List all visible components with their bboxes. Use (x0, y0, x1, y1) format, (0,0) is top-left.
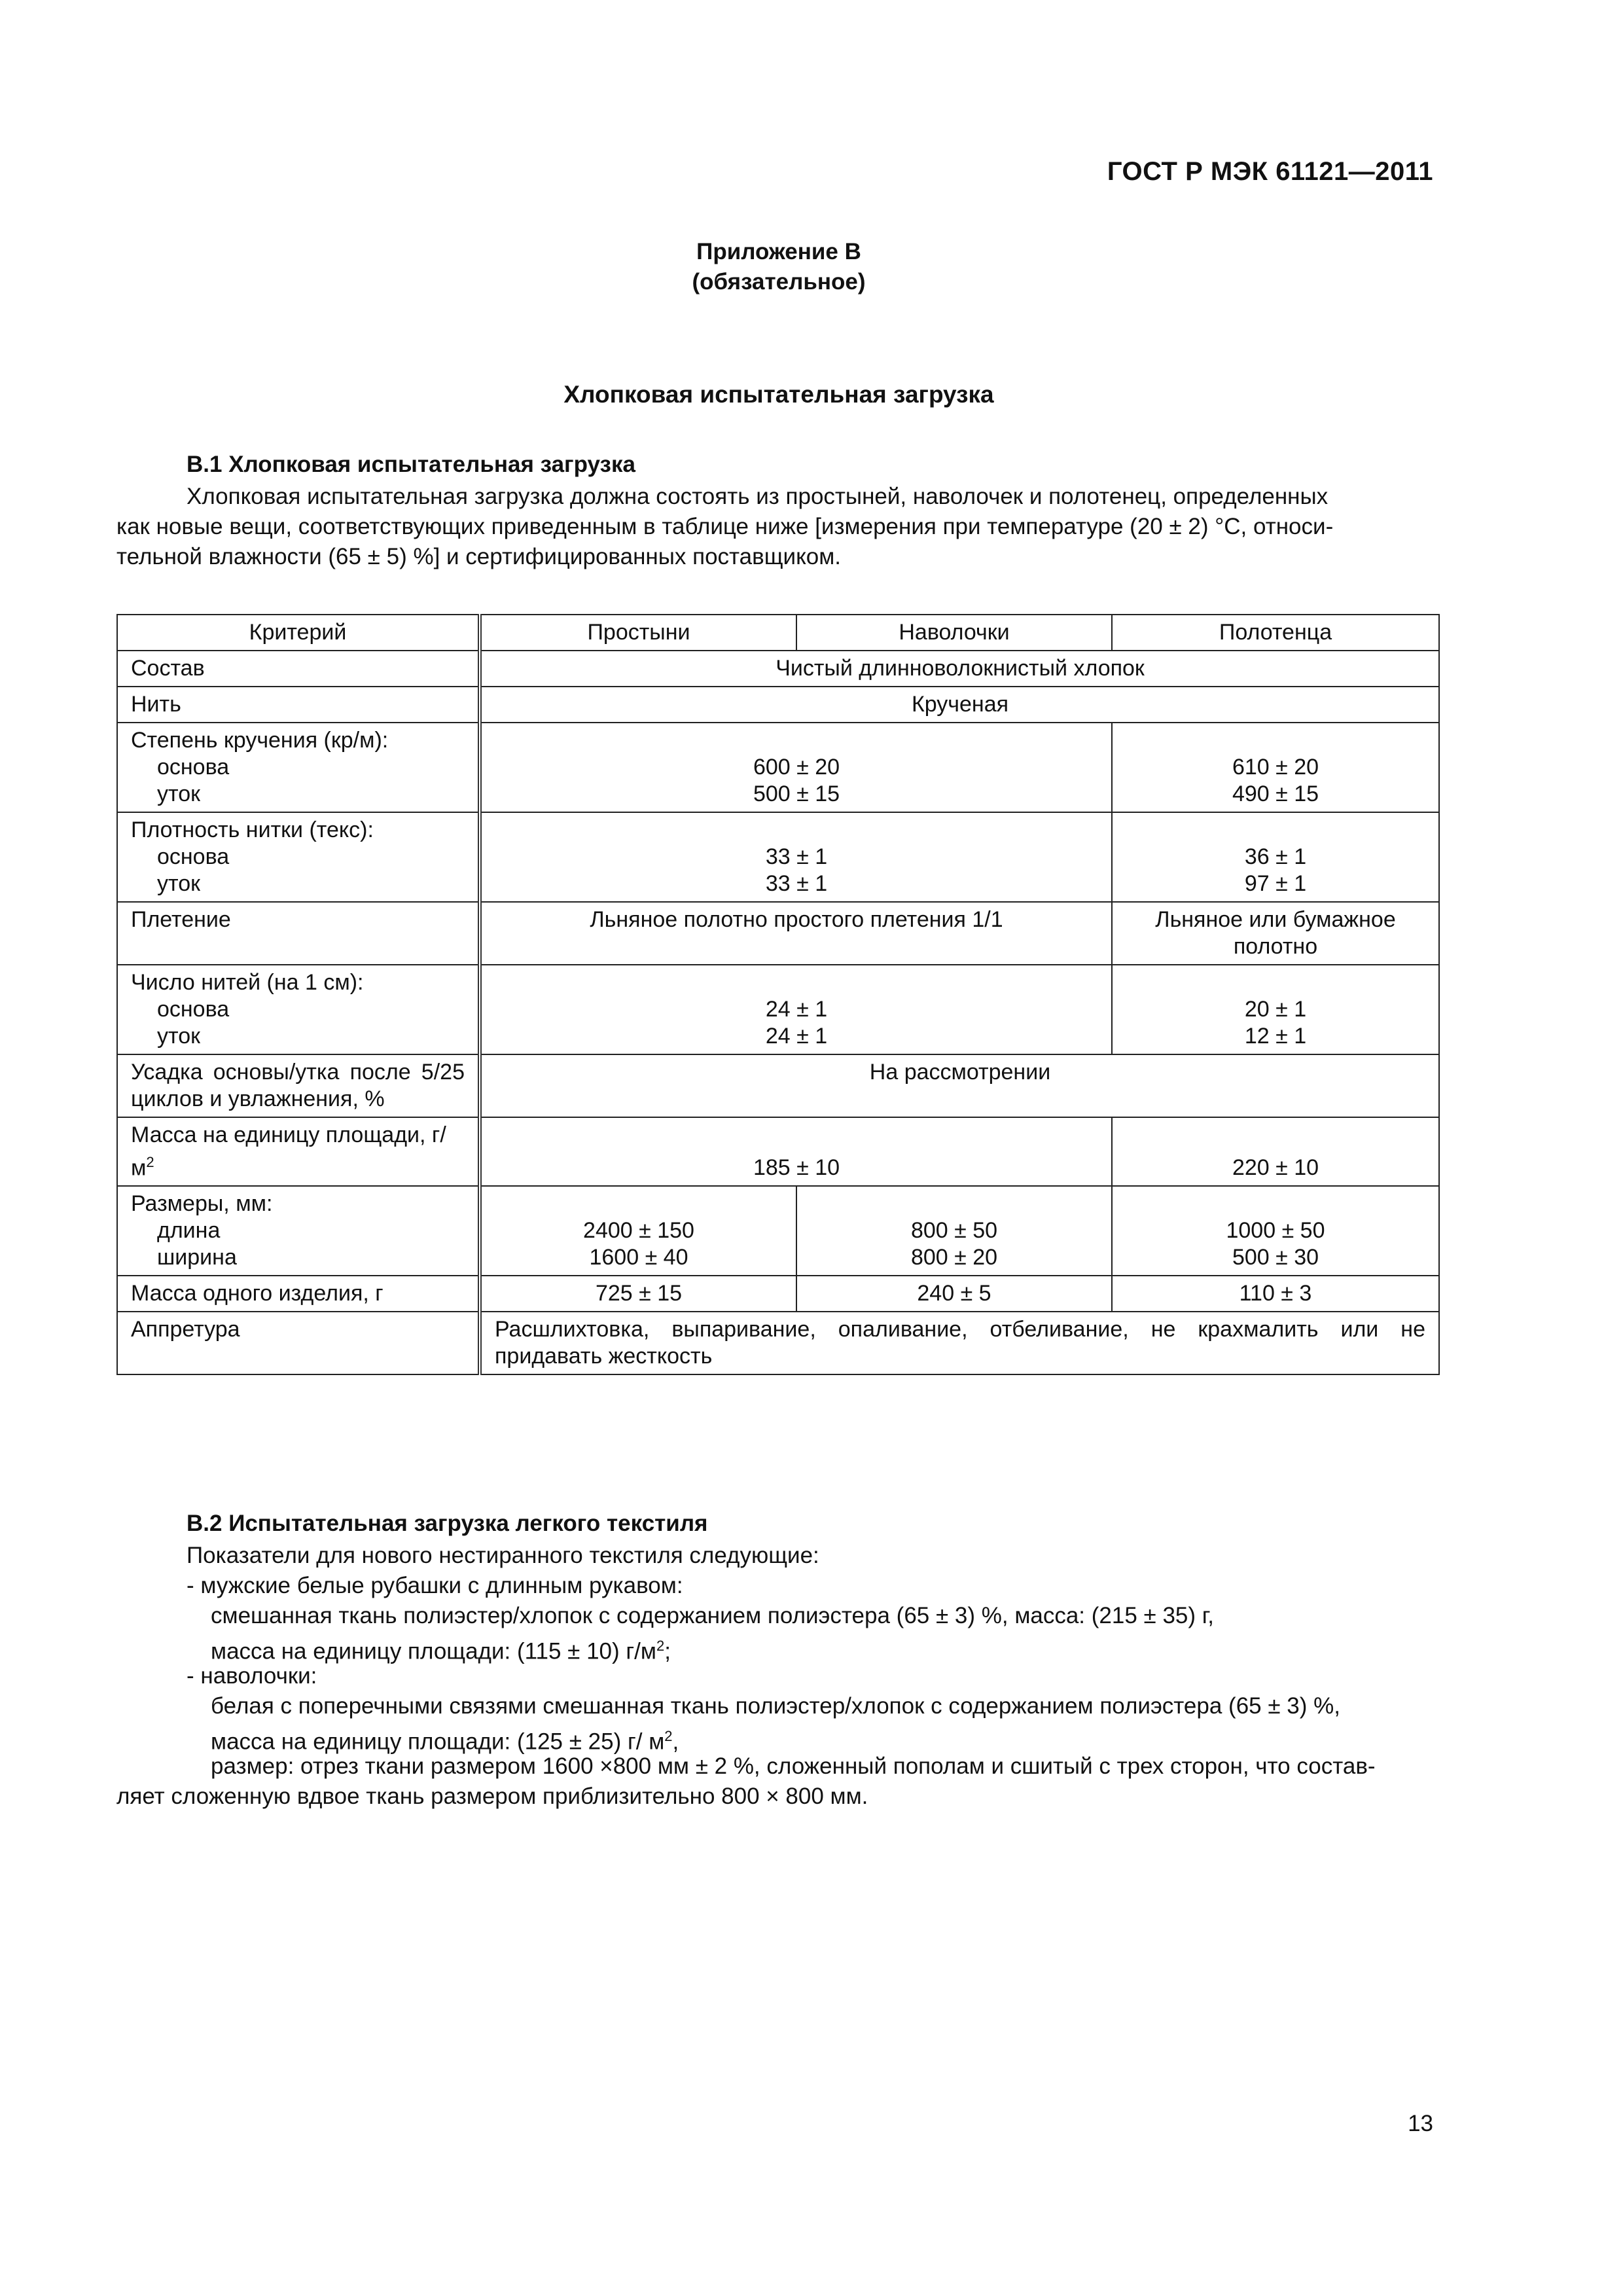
density-towel-warp: 36 ± 1 (1244, 844, 1307, 869)
b1-paragraph-line-1: Хлопковая испытательная загрузка должна состоять из простыней, наволочек и полотенец, определенных (187, 484, 1329, 509)
b2-item-1-end: ; (664, 1638, 671, 1664)
row-label: Нить (117, 687, 480, 723)
item-mass-towels: 110 ± 3 (1112, 1276, 1439, 1312)
annex-name: Хлопковая испытательная загрузка (563, 381, 994, 408)
b2-item-2-line-3: размер: отрез ткани размером 1600 ×800 мм ± 2 %, сложенный пополам и сшитый с трех сторон, что состав- (211, 1753, 1376, 1779)
twist-sheets-pillows (480, 723, 1112, 812)
warp-label: основа (157, 755, 230, 780)
row-label: Усадка основы/утка после 5/25 циклов и увлажнения, % (117, 1054, 480, 1117)
row-label (117, 723, 480, 812)
row-label: Масса одного изделия, г (117, 1276, 480, 1312)
b2-item-2-line-2-text: масса на единицу площади: (125 ± 25) г/ м (211, 1729, 665, 1755)
count-towel-warp: 20 ± 1 (1244, 997, 1307, 1022)
row-label: Аппретура (117, 1312, 480, 1374)
table-row (117, 1117, 1439, 1186)
cotton-load-table (116, 614, 1440, 1375)
towel-width: 500 ± 30 (1232, 1245, 1319, 1270)
mass-area-towels: 220 ± 10 (1112, 1117, 1439, 1186)
header-towels: Полотенца (1112, 615, 1439, 651)
weft-label: уток (157, 781, 200, 806)
shrink-value: На рассмотрении (480, 1054, 1439, 1117)
table-header-row (117, 615, 1439, 651)
weave-towels: Льняное или бумажное полотно (1112, 902, 1439, 965)
page-number: 13 (1408, 2111, 1433, 2136)
row-label (117, 812, 480, 902)
length-label: длина (157, 1218, 221, 1244)
count-towels (1112, 965, 1439, 1054)
warp-label: основа (157, 997, 230, 1022)
annex-status: (обязательное) (692, 269, 866, 295)
composition-value: Чистый длинноволокнистый хлопок (480, 651, 1439, 687)
towel-length: 1000 ± 50 (1226, 1218, 1325, 1244)
item-mass-pillows: 240 ± 5 (796, 1276, 1112, 1312)
row-label (117, 965, 480, 1054)
weft-label: уток (157, 871, 200, 896)
header-pillowcases: Наволочки (796, 615, 1112, 651)
density-towel-weft: 97 ± 1 (1244, 871, 1307, 896)
table-row (117, 1276, 1439, 1312)
twist-weft-value: 500 ± 15 (753, 781, 840, 806)
document-code: ГОСТ Р МЭК 61121—2011 (1107, 157, 1433, 186)
b2-item-2-sup: 2 (664, 1728, 673, 1744)
b1-paragraph-line-2: как новые вещи, соответствующих приведенным в таблице ниже [измерения при температуре (20 ± 2) °С, относи- (116, 514, 1334, 539)
weave-sheets-pillows: Льняное полотно простого плетения 1/1 (480, 902, 1112, 965)
pillow-width: 800 ± 20 (910, 1245, 998, 1270)
header-criterion: Критерий (117, 615, 480, 651)
width-label: ширина (157, 1245, 237, 1270)
section-b2-heading: В.2 Испытательная загрузка легкого текстиля (187, 1511, 708, 1536)
b2-item-2-line-1: белая с поперечными связями смешанная ткань полиэстер/хлопок с содержанием полиэстера (65 ± 3) %, (211, 1693, 1340, 1719)
b2-item-1-sup: 2 (656, 1638, 665, 1654)
b2-item-1-line-1: смешанная ткань полиэстер/хлопок с содержанием полиэстера (65 ± 3) %, масса: (215 ± 35) г, (211, 1603, 1214, 1628)
table-row (117, 1312, 1439, 1374)
finish-value: Расшлихтовка, выпаривание, опаливание, отбеливание, не крахмалить или не придавать жесткость (480, 1312, 1439, 1374)
b2-item-2-end: , (672, 1729, 679, 1755)
row-label: Состав (117, 651, 480, 687)
twist-warp-value: 600 ± 20 (753, 755, 840, 780)
count-label: Число нитей (на 1 см): (131, 970, 364, 995)
density-towels (1112, 812, 1439, 902)
sheet-width: 1600 ± 40 (589, 1245, 688, 1270)
table-row (117, 723, 1439, 812)
size-pillows (796, 1186, 1112, 1276)
section-b1-heading: В.1 Хлопковая испытательная загрузка (187, 452, 635, 477)
annex-title: Приложение В (696, 239, 861, 264)
table-row (117, 651, 1439, 687)
twist-towel-warp: 610 ± 20 (1232, 755, 1319, 780)
b2-item-2: - наволочки: (187, 1663, 317, 1689)
row-label (117, 1117, 480, 1186)
count-weft-value: 24 ± 1 (765, 1024, 828, 1049)
table-row (117, 687, 1439, 723)
header-sheets: Простыни (480, 615, 796, 651)
b1-paragraph-line-3: тельной влажности (65 ± 5) %] и сертифицированных поставщиком. (116, 544, 842, 569)
mass-area-label: Масса на единицу площади, г/м (131, 1122, 446, 1181)
count-towel-weft: 12 ± 1 (1244, 1024, 1307, 1049)
density-weft-value: 33 ± 1 (765, 871, 828, 896)
size-sheets (480, 1186, 796, 1276)
mass-area-sup: 2 (146, 1154, 154, 1170)
table-row (117, 1186, 1439, 1276)
density-warp-value: 33 ± 1 (765, 844, 828, 869)
table-row (117, 965, 1439, 1054)
row-label: Плетение (117, 902, 480, 965)
table-row (117, 1054, 1439, 1117)
density-label: Плотность нитки (текс): (131, 817, 374, 842)
b2-intro: Показатели для нового нестиранного текстиля следующие: (187, 1543, 819, 1568)
twist-label: Степень кручения (кр/м): (131, 728, 389, 753)
annex-header (0, 237, 1558, 297)
twist-towel-weft: 490 ± 15 (1232, 781, 1319, 806)
b2-item-1-line-2-text: масса на единицу площади: (115 ± 10) г/м (211, 1638, 656, 1664)
twist-towels (1112, 723, 1439, 812)
weft-label: уток (157, 1024, 200, 1049)
item-mass-sheets: 725 ± 15 (480, 1276, 796, 1312)
mass-area-sheets-pillows: 185 ± 10 (480, 1117, 1112, 1186)
b2-item-1: - мужские белые рубашки с длинным рукавом: (187, 1573, 683, 1598)
size-label: Размеры, мм: (131, 1191, 273, 1217)
density-sheets-pillows (480, 812, 1112, 902)
count-sheets-pillows (480, 965, 1112, 1054)
count-warp-value: 24 ± 1 (765, 997, 828, 1022)
b2-item-2-line-4: ляет сложенную вдвое ткань размером приблизительно 800 × 800 мм. (116, 1784, 868, 1809)
pillow-length: 800 ± 50 (910, 1218, 998, 1244)
table-row (117, 812, 1439, 902)
warp-label: основа (157, 844, 230, 869)
size-towels (1112, 1186, 1439, 1276)
row-label (117, 1186, 480, 1276)
yarn-value: Крученая (480, 687, 1439, 723)
table-row (117, 902, 1439, 965)
sheet-length: 2400 ± 150 (583, 1218, 694, 1244)
